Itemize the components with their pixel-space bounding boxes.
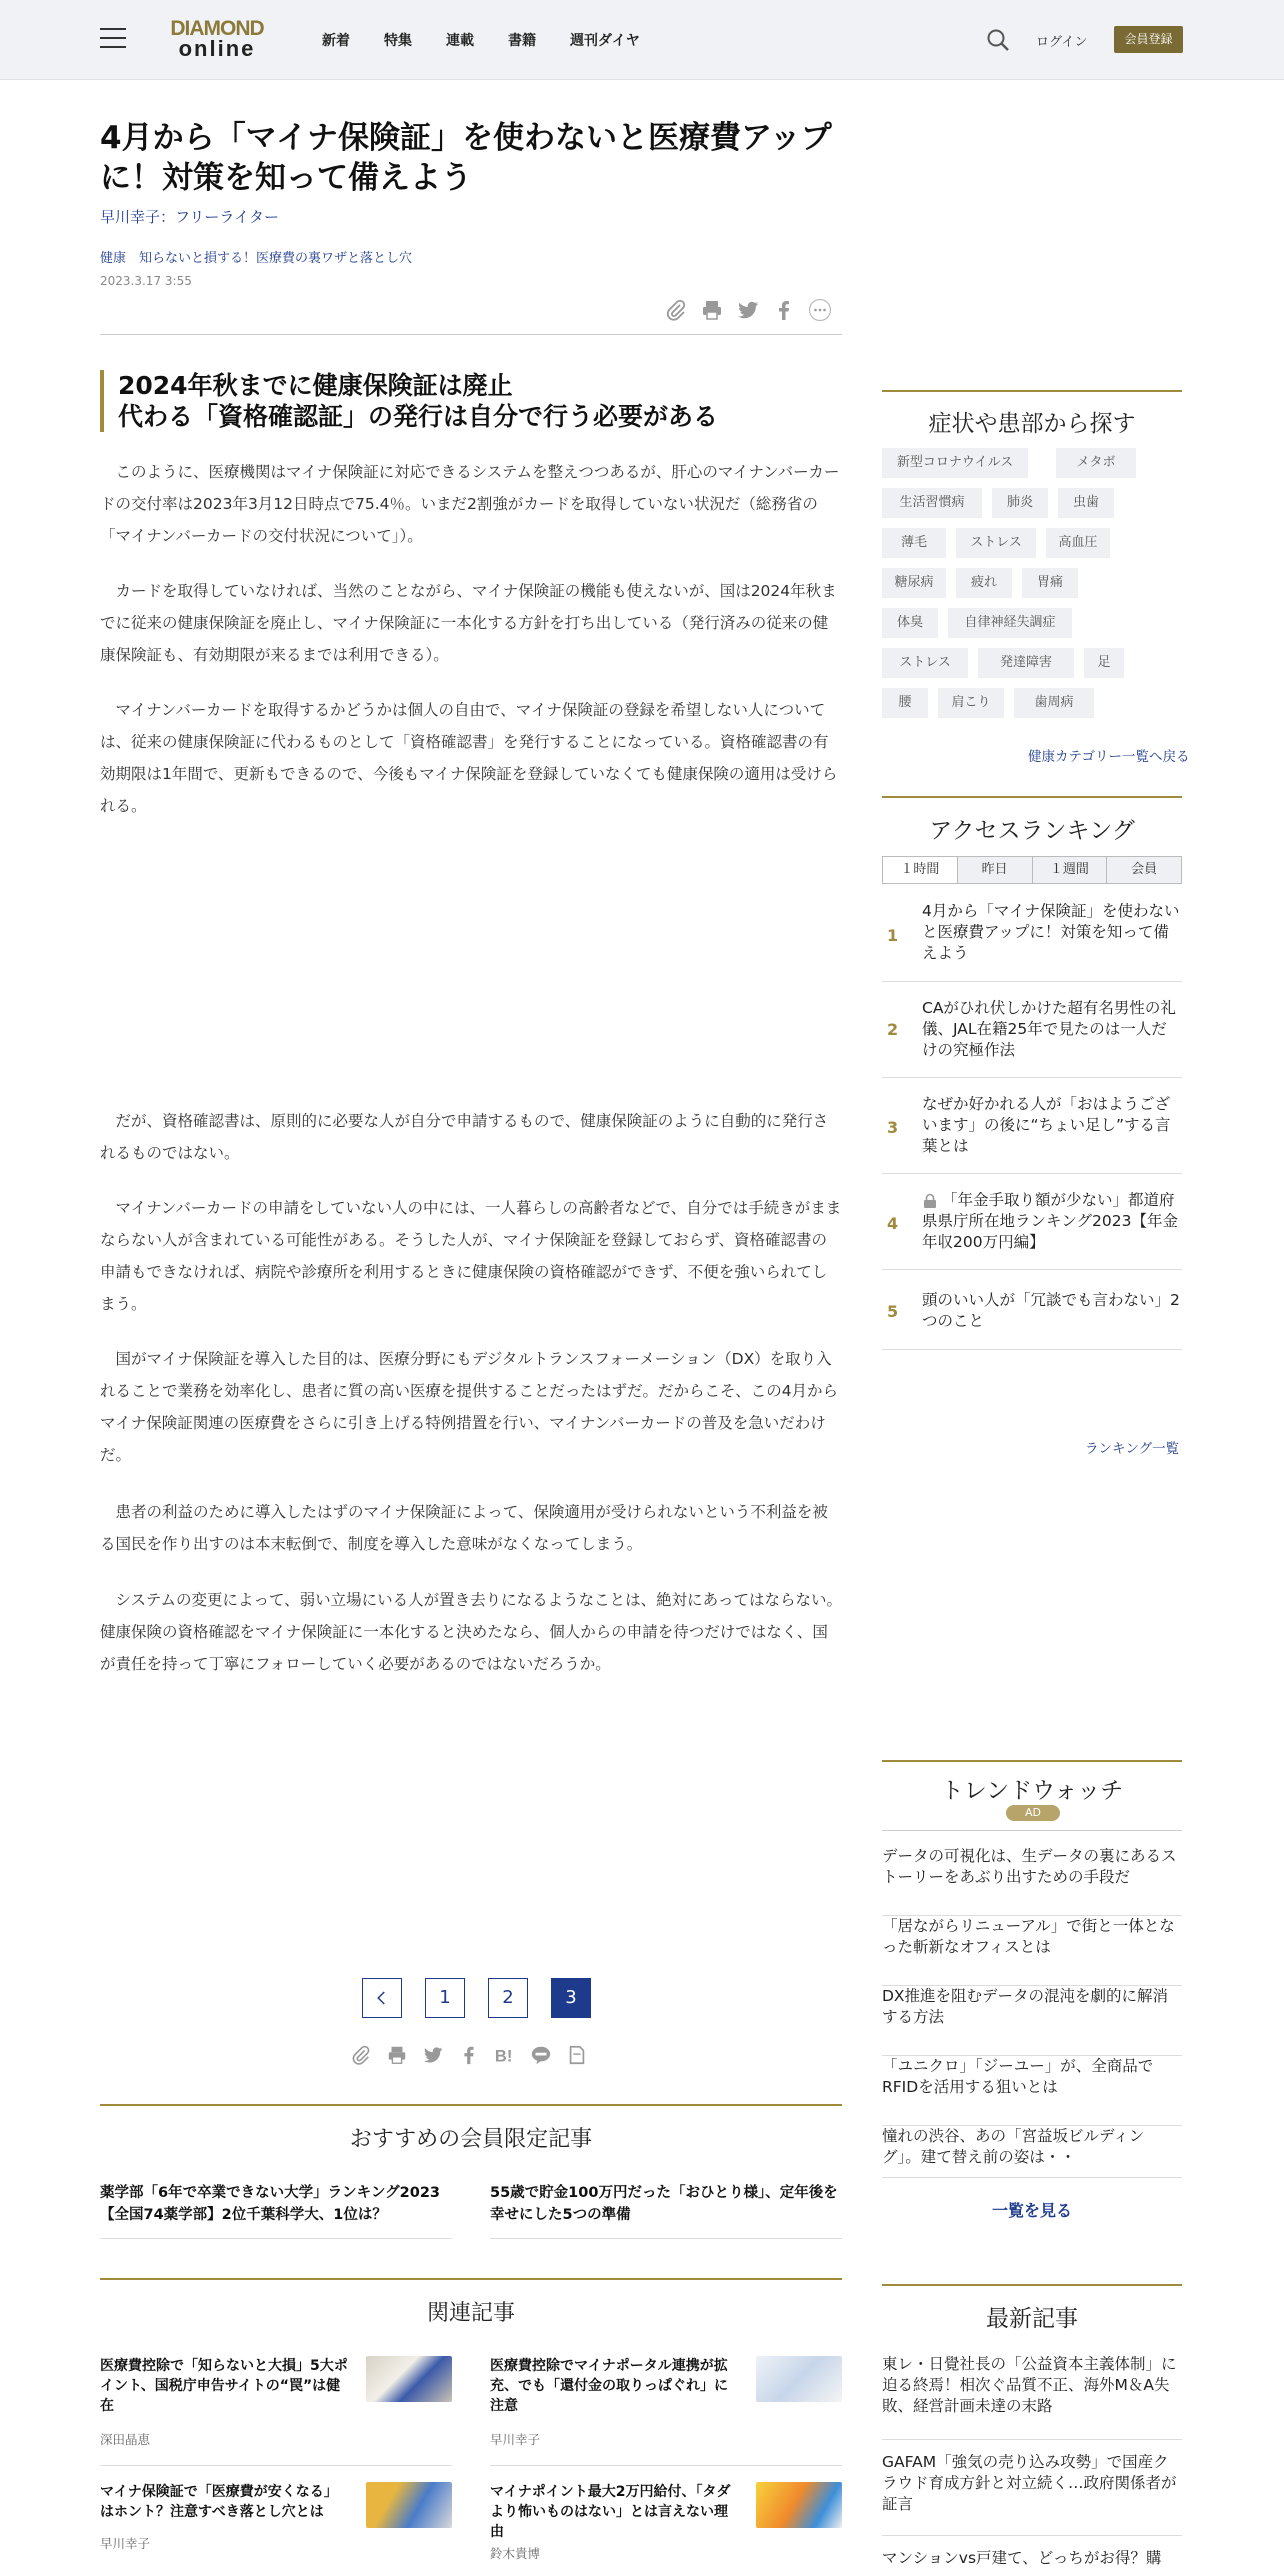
symptom-chip[interactable]: 発達障害 (978, 648, 1074, 678)
author-link[interactable]: 早川幸子：フリーライター (100, 208, 279, 226)
related-article-author: 鈴木貴博 (490, 2546, 541, 2561)
ranking-title-text: 4月から「マイナ保険証」を使わないと医療費アップに！対策を知って備えよう (922, 902, 1180, 962)
related-article[interactable] (100, 2482, 452, 2568)
ranking-tabs (882, 856, 1182, 884)
ranking-title-text: CAがひれ伏しかけた超有名男性の礼儀、JAL在籍25年で見たのは一人だけの究極作法 (922, 999, 1176, 1059)
page-button-2[interactable]: 2 (488, 1978, 528, 2018)
related-article-title: 医療費控除で「知らないと大損」5大ポイント、国税庁申告サイトの“罠”は健在 (100, 2358, 348, 2414)
symptom-chip[interactable]: 高血圧 (1046, 528, 1110, 558)
ranking-number: 1 (887, 926, 899, 945)
divider (882, 1760, 1182, 1762)
hatena-bookmark-icon[interactable] (494, 2044, 516, 2066)
more-icon[interactable] (808, 298, 832, 322)
trend-item[interactable]: 憧れの渋谷、あの「宮益坂ビルディング」。建て替え前の姿は・・ (882, 2126, 1182, 2178)
ranking-list-link[interactable]: ランキング一覧 (1085, 1441, 1180, 1457)
related-article[interactable] (490, 2356, 842, 2466)
symptom-chip[interactable]: 肩こり (938, 688, 1004, 718)
ranking-title-text: 頭のいい人が「冗談でも言わない」2つのこと (922, 1291, 1180, 1330)
article-paragraph: マイナンバーカードの申請をしていない人の中には、一人暮らしの高齢者などで、自分では手続きがままならない人が含まれている可能性がある。そうした人が、マイナ保険証を登録しておらず、資格確認書の申請もできなければ、病院や診療所を利用するときに健康保険の資格確認ができず、不便を強いられてしまう。 (100, 1199, 842, 1313)
trend-item[interactable]: 「居ながらリニューアル」で街と一体となった斬新なオフィスとは (882, 1916, 1182, 1986)
article-paragraph: 国がマイナ保険証を導入した目的は、医療分野にもデジタルトランスフォーメーション（DX）を取り入れることで業務を効率化し、患者に質の高い医療を提供することだったはずだ。だからこそ、この4月からマイナ保険証関連の医療費をさらに引き上げる特例措置を行い、マイナンバーカードの普及を急いだわけだ。 (100, 1350, 839, 1464)
related-article[interactable] (490, 2482, 842, 2568)
symptom-chip[interactable]: 糖尿病 (882, 568, 946, 598)
ranking-number: 4 (887, 1214, 899, 1233)
ranking-number: 5 (887, 1302, 899, 1321)
site-header (0, 0, 1284, 80)
ranking-title: アクセスランキング (929, 818, 1135, 844)
signup-button[interactable]: 会員登録 (1114, 26, 1183, 53)
symptom-chip[interactable]: 胃痛 (1022, 568, 1078, 598)
page-button-1[interactable]: 1 (425, 1978, 465, 2018)
related-article-title: 医療費控除でマイナポータル連携が拡充、でも「還付金の取りっぱぐれ」に注意 (490, 2358, 728, 2414)
hamburger-menu-icon[interactable] (100, 28, 126, 48)
symptom-chip[interactable]: 足 (1084, 648, 1124, 678)
main-nav (322, 30, 674, 50)
trend-item[interactable]: DX推進を阻むデータの混沌を劇的に解消する方法 (882, 1986, 1182, 2056)
symptom-chip[interactable]: 肺炎 (992, 488, 1048, 518)
article-paragraph: マイナンバーカードを取得するかどうかは個人の自由で、マイナ保険証の登録を希望しない人については、従来の健康保険証に代わるものとして「資格確認書」を発行することになっている。資格確認書の有効期限は1年間で、更新もできるので、今後もマイナ保険証を登録していなくても健康保険の適用は受けられる。 (100, 701, 838, 815)
trend-more-link[interactable]: 一覧を見る (991, 2201, 1072, 2220)
calculator-thumbnail (366, 2356, 452, 2402)
nav-item-feature[interactable]: 特集 (384, 33, 412, 49)
series-link[interactable]: 健康 知らないと損する！医療費の裏ワザと落とし穴 (100, 251, 413, 266)
card-thumbnail (366, 2482, 452, 2528)
divider (100, 2278, 842, 2280)
symptom-chip[interactable]: ストレス (882, 648, 968, 678)
latest-item[interactable]: マンションvs戸建て、どっちがお得？購 (882, 2549, 1162, 2567)
twitter-icon[interactable] (736, 298, 760, 322)
print-icon[interactable] (386, 2044, 408, 2066)
divider (882, 2284, 1182, 2286)
symptom-chip[interactable]: 自律神経失調症 (948, 608, 1072, 638)
svg-text:B!: B! (494, 2047, 513, 2066)
note-icon[interactable] (566, 2044, 588, 2066)
trend-item[interactable]: データの可視化は、生データの裏にあるストーリーをあぶり出すための手段だ (882, 1846, 1182, 1916)
tab-yesterday[interactable]: 昨日 (957, 857, 1032, 883)
ranking-number: 3 (887, 1118, 899, 1137)
article-paragraph: だが、資格確認書は、原則的に必要な人が自分で申請するもので、健康保険証のように自動的に発行されるものではない。 (100, 1112, 829, 1162)
portal-thumbnail (756, 2356, 842, 2402)
nav-item-weekly[interactable]: 週刊ダイヤ (570, 33, 640, 49)
ranking-number: 2 (887, 1020, 899, 1039)
ad-badge: AD (1006, 1805, 1060, 1821)
recommended-item[interactable]: 55歳で貯金100万円だった「おひとり様」、定年後を幸せにした5つの準備 (490, 2182, 842, 2239)
article-paragraph: このように、医療機関はマイナ保険証に対応できるシステムを整えつつあるが、肝心のマイナンバーカードの交付率は2023年3月12日時点で75.4％。いまだ2割強がカードを取得していない状況だ（総務省の「マイナンバーカードの交付状況について」）。 (100, 463, 840, 545)
symptom-chip[interactable]: 歯周病 (1014, 688, 1094, 718)
tab-1hour[interactable]: １時間 (883, 857, 957, 883)
publish-date: 2023.3.17 3:55 (100, 274, 192, 288)
related-article-title: マイナポイント最大2万円給付、「タダより怖いものはない」とは言えない理由 (490, 2484, 731, 2540)
latest-item[interactable]: GAFAM「強気の売り込み攻勢」で国産クラウド育成方針と対立続く…政府関係者が証言 (882, 2452, 1182, 2536)
nav-item-series[interactable]: 連載 (446, 33, 474, 49)
symptom-chip[interactable]: 疲れ (956, 568, 1012, 598)
category-list-link[interactable]: 健康カテゴリー一覧へ戻る (1028, 749, 1190, 765)
latest-item[interactable]: 東レ・日覺社長の「公益資本主義体制」に迫る終焉！相次ぐ品質不正、海外M＆A失敗、経営計画未達の末路 (882, 2354, 1182, 2440)
nav-item-new[interactable]: 新着 (322, 33, 350, 49)
trend-title: トレンドウォッチ (940, 1778, 1124, 1804)
clip-icon[interactable] (664, 298, 688, 322)
symptom-chip[interactable]: 生活習慣病 (882, 488, 982, 518)
tab-members[interactable]: 会員 (1106, 857, 1181, 883)
share-bar-top (664, 298, 832, 322)
pagination (362, 1978, 591, 2018)
ranking-title-text: 「年金手取り額が少ない」都道府県県庁所在地ランキング2023【年金年収200万円編】 (922, 1191, 1178, 1251)
latest-title: 最新記事 (986, 2306, 1078, 2332)
article-paragraph: 患者の利益のために導入したはずのマイナ保険証によって、保険適用が受けられないという不利益を被る国民を作り出すのは本末転倒で、制度を導入した意味がなくなってしまう。 (100, 1503, 828, 1553)
facebook-icon[interactable] (458, 2044, 480, 2066)
divider (100, 334, 842, 335)
recommended-title: おすすめの会員限定記事 (349, 2127, 593, 2152)
article-paragraph: システムの変更によって、弱い立場にいる人が置き去りになるようなことは、絶対にあってはならない。健康保険の資格確認をマイナ保険証に一本化すると決めたなら、個人からの申請を待つだけではなく、国が責任を持って丁寧にフォローしていく必要があるのではないだろうか。 (100, 1591, 842, 1673)
symptom-chip[interactable]: メタボ (1056, 448, 1136, 478)
related-article-title: マイナ保険証で「医療費が安くなる」はホント？注意すべき落とし穴とは (100, 2484, 338, 2520)
ranking-item[interactable] (882, 896, 1182, 982)
page-button-current[interactable]: 3 (551, 1978, 591, 2018)
symptoms-title: 症状や患部から探す (928, 411, 1136, 437)
ranking-item[interactable] (882, 1174, 1182, 1270)
divider (882, 796, 1182, 798)
line-icon[interactable] (530, 2044, 552, 2066)
ranking-item[interactable] (882, 1270, 1182, 1350)
related-title: 関連記事 (426, 2301, 515, 2326)
related-article-author: 深田晶恵 (100, 2432, 151, 2447)
symptom-chip[interactable]: ストレス (956, 528, 1036, 558)
symptom-chip[interactable]: 腰 (882, 688, 928, 718)
print-icon[interactable] (700, 298, 724, 322)
logo-bottom-text: online (178, 36, 256, 61)
symptom-chip[interactable]: 虫歯 (1058, 488, 1114, 518)
nav-item-books[interactable]: 書籍 (508, 33, 536, 49)
ranking-item[interactable] (882, 982, 1182, 1078)
article-subheading: 2024年秋までに健康保険証は廃止 代わる「資格確認証」の発行は自分で行う必要がある (100, 370, 842, 432)
related-article-author: 早川幸子 (100, 2536, 151, 2551)
clip-icon[interactable] (350, 2044, 372, 2066)
ranking-item[interactable] (882, 1078, 1182, 1174)
login-link[interactable]: ログイン (1036, 35, 1088, 50)
article-title: 4月から「マイナ保険証」を使わないと医療費アップに！対策を知って備えよう (100, 120, 832, 196)
divider (882, 1830, 1182, 1831)
symptom-chip[interactable]: 新型コロナウイルス (882, 448, 1028, 478)
article-paragraph: カードを取得していなければ、当然のことながら、マイナ保険証の機能も使えないが、国は2024年秋までに従来の健康保険証を廃止し、マイナ保険証に一本化する方針を打ち出している（発行済みの従来の健康保険証も、有効期限が来るまでは利用できる）。 (100, 582, 837, 664)
related-article-author: 早川幸子 (490, 2432, 541, 2447)
symptom-chip[interactable]: 薄毛 (882, 528, 946, 558)
symptom-chip[interactable]: 体臭 (882, 608, 938, 638)
search-icon[interactable] (986, 28, 1010, 52)
recommended-item[interactable]: 薬学部「6年で卒業できない大学」ランキング2023【全国74薬学部】2位千葉科学大、1位は？ (100, 2182, 452, 2239)
twitter-icon[interactable] (422, 2044, 444, 2066)
facebook-icon[interactable] (772, 298, 796, 322)
site-logo[interactable] (166, 18, 268, 60)
chevron-left-icon (373, 1989, 391, 2007)
logo-top-text: DIAMOND (170, 17, 264, 40)
ranking-title-text: なぜか好かれる人が「おはようございます」の後に“ちょい足し”する言葉とは (922, 1095, 1171, 1155)
mynapoint-thumbnail (756, 2482, 842, 2528)
share-bar-bottom (350, 2044, 588, 2066)
trend-item[interactable]: 「ユニクロ」「ジーユー」が、全商品でRFIDを活用する狙いとは (882, 2056, 1182, 2126)
related-article[interactable] (100, 2356, 452, 2466)
prev-page-button[interactable] (362, 1978, 402, 2018)
divider (882, 390, 1182, 392)
divider (100, 2104, 842, 2106)
tab-1week[interactable]: １週間 (1032, 857, 1107, 883)
